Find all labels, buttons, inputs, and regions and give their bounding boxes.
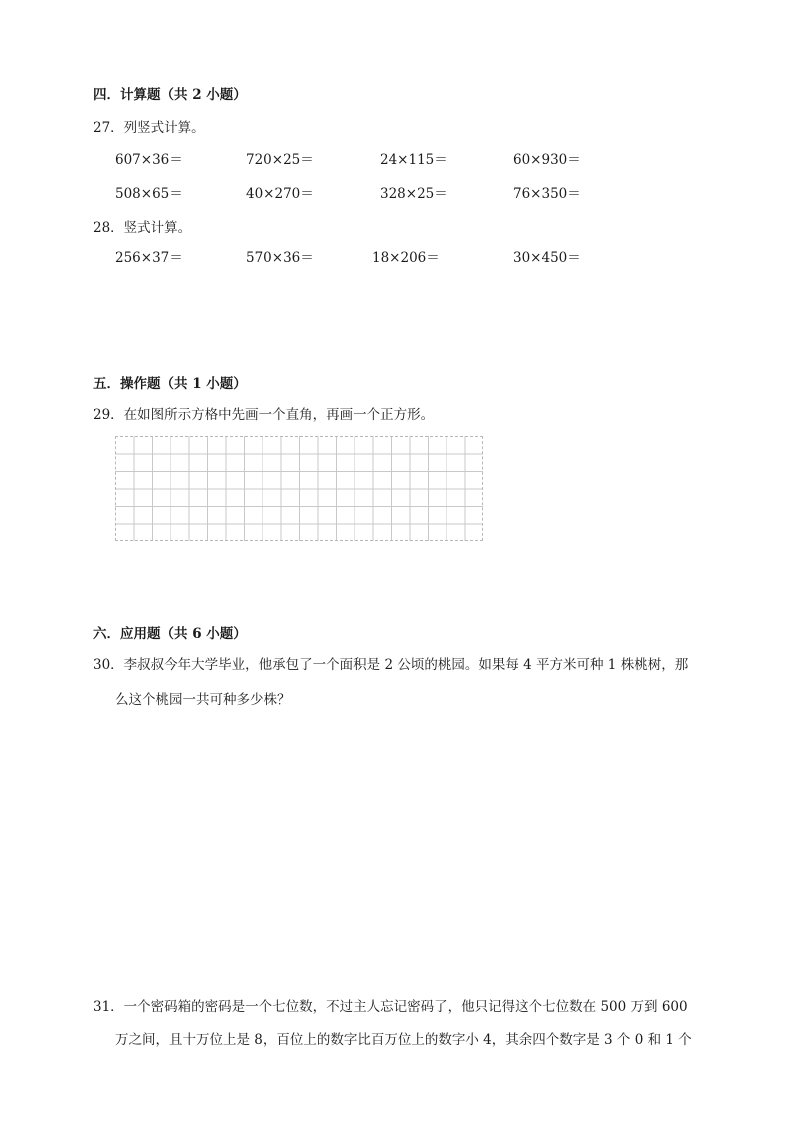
question-27-prompt: 27．列竖式计算。	[93, 120, 205, 136]
q27-expression: 60×930＝	[513, 152, 581, 168]
q27-expression: 76×350＝	[513, 186, 581, 202]
q27-expression: 720×25＝	[246, 152, 314, 168]
q28-expression: 18×206＝	[372, 250, 440, 266]
q28-expression: 570×36＝	[246, 250, 314, 266]
q27-expression: 607×36＝	[115, 152, 183, 168]
q27-expression: 24×115＝	[380, 152, 448, 168]
question-29-prompt: 29．在如图所示方格中先画一个直角，再画一个正方形。	[93, 407, 435, 423]
question-30-line1: 30．李叔叔今年大学毕业，他承包了一个面积是 2 公顷的桃园。如果每 4 平方米可种 1 株桃树，那	[93, 657, 689, 673]
question-31-line2: 万之间，且十万位上是 8，百位上的数字比百万位上的数字小 4，其余四个数字是 3 个 0 和 1 个	[115, 1032, 692, 1048]
question-31-line1: 31．一个密码箱的密码是一个七位数，不过主人忘记密码了，他只记得这个七位数在 500 万到 600	[93, 999, 688, 1015]
q27-expression: 40×270＝	[246, 186, 314, 202]
q27-expression: 508×65＝	[115, 186, 183, 202]
question-30-line2: 么这个桃园一共可种多少株？	[115, 692, 291, 708]
section-title-calculation: 四．计算题（共 2 小题）	[93, 87, 247, 103]
section-title-application: 六．应用题（共 6 小题）	[93, 626, 247, 642]
q27-expression: 328×25＝	[380, 186, 448, 202]
question-28-prompt: 28．竖式计算。	[93, 220, 192, 236]
q28-expression: 256×37＝	[115, 250, 183, 266]
section-title-operation: 五．操作题（共 1 小题）	[93, 376, 247, 392]
drawing-grid[interactable]	[115, 436, 483, 541]
q28-expression: 30×450＝	[513, 250, 581, 266]
